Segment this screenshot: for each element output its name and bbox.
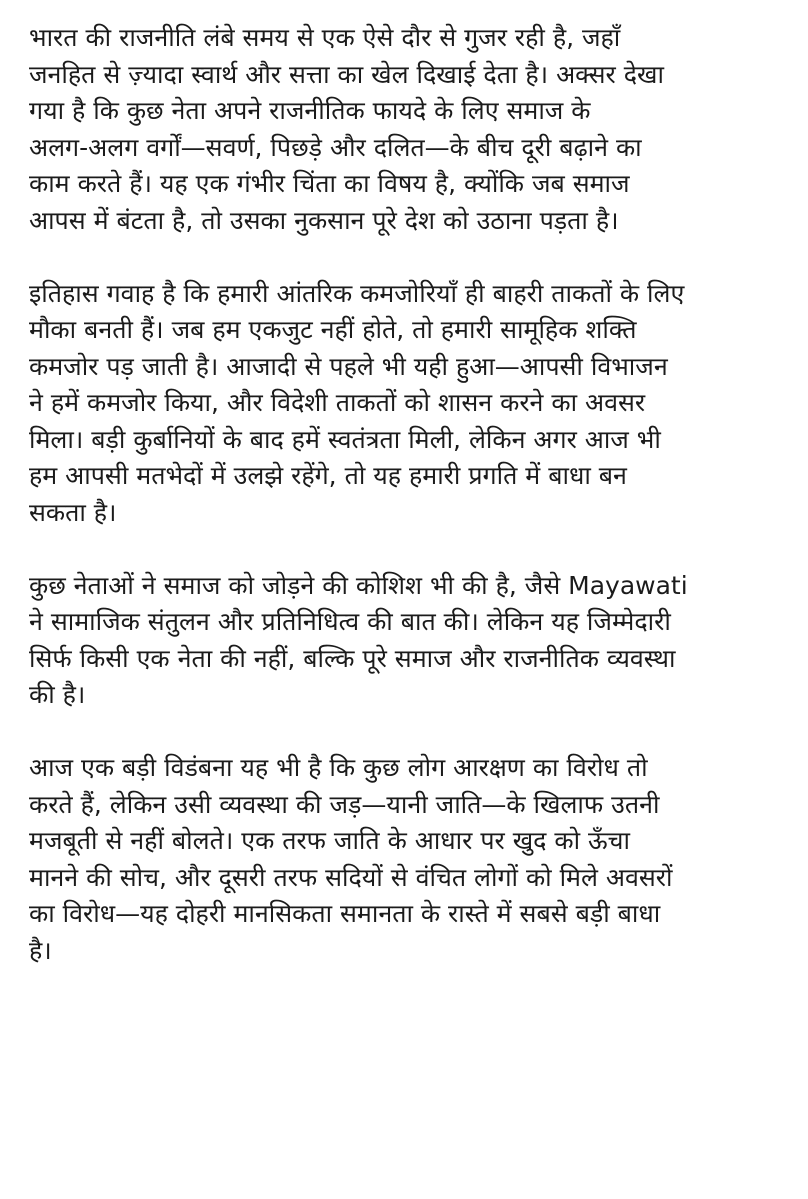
paragraph-2 — [29, 276, 789, 532]
text-line: ने हमें कमजोर किया, और विदेशी ताकतों को शासन करने का अवसर — [29, 388, 646, 417]
paragraph-3 — [29, 568, 789, 714]
text-line: मानने की सोच, और दूसरी तरफ सदियों से वंचित लोगों को मिले अवसरों — [29, 862, 673, 892]
text-line: आज एक बड़ी विडंबना यह भी है कि कुछ लोग आरक्षण का विरोध तो — [29, 753, 648, 782]
text-line: कमजोर पड़ जाती है। आजादी से पहले भी यही हुआ—आपसी विभाजन — [29, 351, 668, 381]
text-line: मजबूती से नहीं बोलते। एक तरफ जाति के आधार पर खुद को ऊँचा — [29, 826, 630, 855]
text-line: ने सामाजिक संतुलन और प्रतिनिधित्व की बात की। लेकिन यह जिम्मेदारी — [29, 607, 671, 636]
paragraph-1 — [29, 20, 789, 239]
text-line: सिर्फ किसी एक नेता की नहीं, बल्कि पूरे समाज और राजनीतिक व्यवस्था — [29, 643, 676, 673]
text-line: भारत की राजनीति लंबे समय से एक ऐसे दौर से गुजर रही है, जहाँ — [29, 23, 621, 52]
text-line: कुछ नेताओं ने समाज को जोड़ने की कोशिश भी की है, जैसे Mayawati — [29, 570, 688, 600]
text-line: जनहित से ज़्यादा स्वार्थ और सत्ता का खेल दिखाई देता है। अक्सर देखा — [29, 59, 664, 89]
paragraph-4 — [29, 750, 789, 969]
article-body — [29, 20, 789, 1006]
text-line: गया है कि कुछ नेता अपने राजनीतिक फायदे के लिए समाज के — [29, 96, 591, 125]
text-line: करते हैं, लेकिन उसी व्यवस्था की जड़—यानी जाति—के खिलाफ उतनी — [29, 789, 660, 819]
text-line: काम करते हैं। यह एक गंभीर चिंता का विषय है, क्योंकि जब समाज — [29, 169, 630, 198]
text-line: मिला। बड़ी कुर्बानियों के बाद हमें स्वतंत्रता मिली, लेकिन अगर आज भी — [29, 424, 661, 454]
text-line: है। — [29, 935, 52, 965]
text-line: मौका बनती हैं। जब हम एकजुट नहीं होते, तो हमारी सामूहिक शक्ति — [29, 315, 637, 344]
text-line: का विरोध—यह दोहरी मानसिकता समानता के रास्ते में सबसे बड़ी बाधा — [29, 899, 661, 928]
text-line: इतिहास गवाह है कि हमारी आंतरिक कमजोरियाँ ही बाहरी ताकतों के लिए — [29, 278, 685, 308]
text-line: आपस में बंटता है, तो उसका नुकसान पूरे देश को उठाना पड़ता है। — [29, 205, 619, 235]
text-line: अलग-अलग वर्गों—सवर्ण, पिछड़े और दलित—के बीच दूरी बढ़ाने का — [29, 132, 642, 162]
text-line: सकता है। — [29, 497, 117, 527]
text-line: की है। — [29, 680, 86, 709]
text-line: हम आपसी मतभेदों में उलझे रहेंगे, तो यह हमारी प्रगति में बाधा बन — [29, 461, 627, 490]
